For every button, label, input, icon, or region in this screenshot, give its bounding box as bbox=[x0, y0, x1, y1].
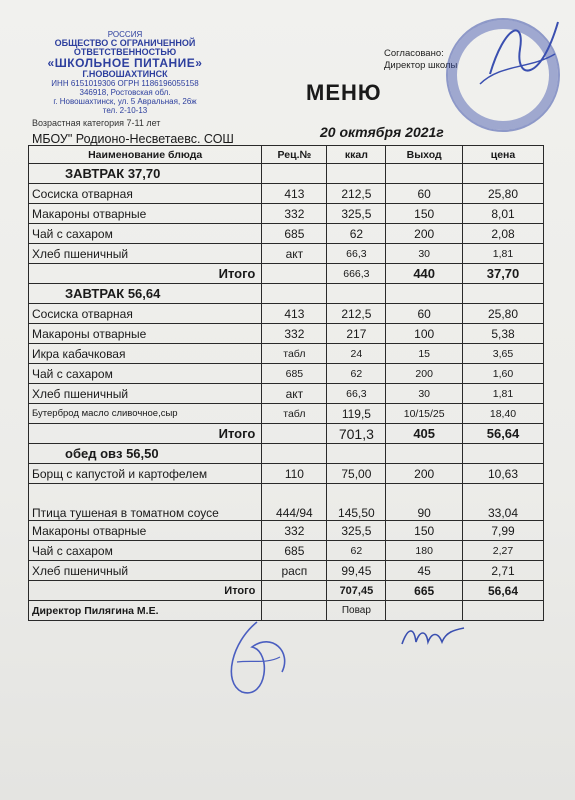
section-title: ЗАВТРАК 37,70 bbox=[29, 164, 262, 184]
letterhead-country: РОССИЯ bbox=[107, 30, 143, 39]
output-value: 180 bbox=[386, 541, 463, 561]
total-label: Итого bbox=[29, 424, 262, 444]
table-row bbox=[29, 541, 544, 561]
header-output: Выход bbox=[386, 146, 463, 164]
price-value: 8,01 bbox=[463, 204, 544, 224]
dish-name: Макароны отварные bbox=[29, 521, 262, 541]
price-value: 18,40 bbox=[463, 404, 544, 424]
table-row bbox=[29, 404, 544, 424]
menu-table bbox=[28, 145, 544, 621]
output-value: 90 bbox=[386, 484, 463, 521]
header-dish: Наименование блюда bbox=[29, 146, 262, 164]
total-price: 37,70 bbox=[463, 264, 544, 284]
recipe-number: 685 bbox=[262, 541, 327, 561]
total-output: 440 bbox=[386, 264, 463, 284]
dish-name: Чай с сахаром bbox=[29, 364, 262, 384]
recipe-number: расп bbox=[262, 561, 327, 581]
page-title: МЕНЮ bbox=[306, 80, 382, 105]
kcal-value: 62 bbox=[327, 364, 386, 384]
total-row bbox=[29, 581, 544, 601]
price-value: 2,27 bbox=[463, 541, 544, 561]
header-kcal: ккал bbox=[327, 146, 386, 164]
output-value: 30 bbox=[386, 244, 463, 264]
menu-date: 20 октября 2021г bbox=[320, 124, 444, 140]
recipe-number: 332 bbox=[262, 324, 327, 344]
output-value: 200 bbox=[386, 224, 463, 244]
approval-director: Директор школы bbox=[384, 60, 458, 71]
dish-name: Сосиска отварная bbox=[29, 184, 262, 204]
dish-name: Икра кабачковая bbox=[29, 344, 262, 364]
output-value: 30 bbox=[386, 384, 463, 404]
total-price: 56,64 bbox=[463, 581, 544, 601]
recipe-number: табл bbox=[262, 404, 327, 424]
dish-name: Борщ с капустой и картофелем bbox=[29, 464, 262, 484]
output-value: 60 bbox=[386, 304, 463, 324]
cook-signature bbox=[398, 622, 468, 652]
kcal-value: 66,3 bbox=[327, 244, 386, 264]
kcal-value: 62 bbox=[327, 224, 386, 244]
dish-name: Сосиска отварная bbox=[29, 304, 262, 324]
dish-name: Чай с сахаром bbox=[29, 541, 262, 561]
total-row bbox=[29, 424, 544, 444]
letterhead-city: Г.НОВОШАХТИНСК bbox=[82, 69, 168, 79]
header-recipe: Рец.№ bbox=[262, 146, 327, 164]
dish-name: Хлеб пшеничный bbox=[29, 244, 262, 264]
recipe-number: 110 bbox=[262, 464, 327, 484]
price-value: 1,81 bbox=[463, 384, 544, 404]
total-output: 665 bbox=[386, 581, 463, 601]
output-value: 100 bbox=[386, 324, 463, 344]
total-price: 56,64 bbox=[463, 424, 544, 444]
recipe-number: 444/94 bbox=[262, 484, 327, 521]
approval-label: Согласовано: bbox=[384, 48, 444, 59]
kcal-value: 62 bbox=[327, 541, 386, 561]
kcal-value: 217 bbox=[327, 324, 386, 344]
director-label: Директор Пилягина М.Е. bbox=[29, 601, 262, 621]
total-row bbox=[29, 264, 544, 284]
output-value: 150 bbox=[386, 204, 463, 224]
recipe-number: акт bbox=[262, 384, 327, 404]
section-row bbox=[29, 164, 544, 184]
letterhead-inn: ИНН 6151019306 ОГРН 1186196055158 bbox=[51, 79, 199, 88]
output-value: 15 bbox=[386, 344, 463, 364]
output-value: 60 bbox=[386, 184, 463, 204]
section-row bbox=[29, 444, 544, 464]
recipe-number: 685 bbox=[262, 364, 327, 384]
price-value: 1,60 bbox=[463, 364, 544, 384]
table-row bbox=[29, 521, 544, 541]
recipe-number: 685 bbox=[262, 224, 327, 244]
price-value: 5,38 bbox=[463, 324, 544, 344]
dish-name: Хлеб пшеничный bbox=[29, 384, 262, 404]
director-signature bbox=[212, 612, 302, 702]
price-value: 7,99 bbox=[463, 521, 544, 541]
letterhead-line2: ОБЩЕСТВО С ОГРАНИЧЕННОЙ bbox=[54, 38, 196, 48]
kcal-value: 212,5 bbox=[327, 184, 386, 204]
letterhead-line3: ОТВЕТСТВЕННОСТЬЮ bbox=[73, 47, 177, 57]
recipe-number: табл bbox=[262, 344, 327, 364]
total-label: Итого bbox=[29, 581, 262, 601]
price-value: 10,63 bbox=[463, 464, 544, 484]
header-price: цена bbox=[463, 146, 544, 164]
total-kcal: 701,3 bbox=[327, 424, 386, 444]
output-value: 200 bbox=[386, 464, 463, 484]
table-row bbox=[29, 561, 544, 581]
output-value: 150 bbox=[386, 521, 463, 541]
table-row bbox=[29, 484, 544, 521]
total-label: Итого bbox=[29, 264, 262, 284]
dish-name: Чай с сахаром bbox=[29, 224, 262, 244]
price-value: 1,81 bbox=[463, 244, 544, 264]
letterhead-phone: тел. 2-10-13 bbox=[102, 106, 148, 115]
output-value: 45 bbox=[386, 561, 463, 581]
kcal-value: 145,50 bbox=[327, 484, 386, 521]
total-kcal: 666,3 bbox=[327, 264, 386, 284]
age-category: Возрастная категория 7-11 лет bbox=[32, 118, 161, 128]
recipe-number: 332 bbox=[262, 521, 327, 541]
table-header-row bbox=[29, 146, 544, 164]
price-value: 3,65 bbox=[463, 344, 544, 364]
section-title: обед овз 56,50 bbox=[29, 444, 262, 464]
kcal-value: 66,3 bbox=[327, 384, 386, 404]
table-row bbox=[29, 204, 544, 224]
table-row bbox=[29, 244, 544, 264]
director-signature-top bbox=[470, 14, 565, 94]
recipe-number: 332 bbox=[262, 204, 327, 224]
table-row bbox=[29, 384, 544, 404]
price-value: 25,80 bbox=[463, 304, 544, 324]
table-row bbox=[29, 324, 544, 344]
output-value: 10/15/25 bbox=[386, 404, 463, 424]
kcal-value: 212,5 bbox=[327, 304, 386, 324]
kcal-value: 325,5 bbox=[327, 204, 386, 224]
table-row bbox=[29, 464, 544, 484]
table-row bbox=[29, 184, 544, 204]
recipe-number: 413 bbox=[262, 304, 327, 324]
output-value: 200 bbox=[386, 364, 463, 384]
letterhead-address2: г. Новошахтинск, ул. 5 Авральная, 26ж bbox=[53, 97, 197, 106]
kcal-value: 24 bbox=[327, 344, 386, 364]
letterhead-address1: 346918, Ростовская обл. bbox=[79, 88, 171, 97]
price-value: 25,80 bbox=[463, 184, 544, 204]
section-title: ЗАВТРАК 56,64 bbox=[29, 284, 262, 304]
kcal-value: 119,5 bbox=[327, 404, 386, 424]
dish-name: Макароны отварные bbox=[29, 324, 262, 344]
price-value: 33,04 bbox=[463, 484, 544, 521]
recipe-number: акт bbox=[262, 244, 327, 264]
table-row bbox=[29, 304, 544, 324]
kcal-value: 325,5 bbox=[327, 521, 386, 541]
kcal-value: 99,45 bbox=[327, 561, 386, 581]
table-row bbox=[29, 364, 544, 384]
table-row bbox=[29, 344, 544, 364]
dish-name: Бутерброд масло сливочное,сыр bbox=[29, 404, 262, 424]
dish-name: Макароны отварные bbox=[29, 204, 262, 224]
letterhead-company: «ШКОЛЬНОЕ ПИТАНИЕ» bbox=[47, 56, 203, 70]
recipe-number: 413 bbox=[262, 184, 327, 204]
total-output: 405 bbox=[386, 424, 463, 444]
letterhead-stamp bbox=[30, 30, 220, 115]
price-value: 2,71 bbox=[463, 561, 544, 581]
price-value: 2,08 bbox=[463, 224, 544, 244]
section-row bbox=[29, 284, 544, 304]
dish-name: Птица тушеная в томатном соусе bbox=[29, 484, 262, 521]
dish-name: Хлеб пшеничный bbox=[29, 561, 262, 581]
school-name: МБОУ" Родионо-Несветаевс. СОШ bbox=[32, 132, 234, 146]
total-kcal: 707,45 bbox=[327, 581, 386, 601]
table-row bbox=[29, 224, 544, 244]
kcal-value: 75,00 bbox=[327, 464, 386, 484]
cook-label: Повар bbox=[327, 601, 386, 621]
